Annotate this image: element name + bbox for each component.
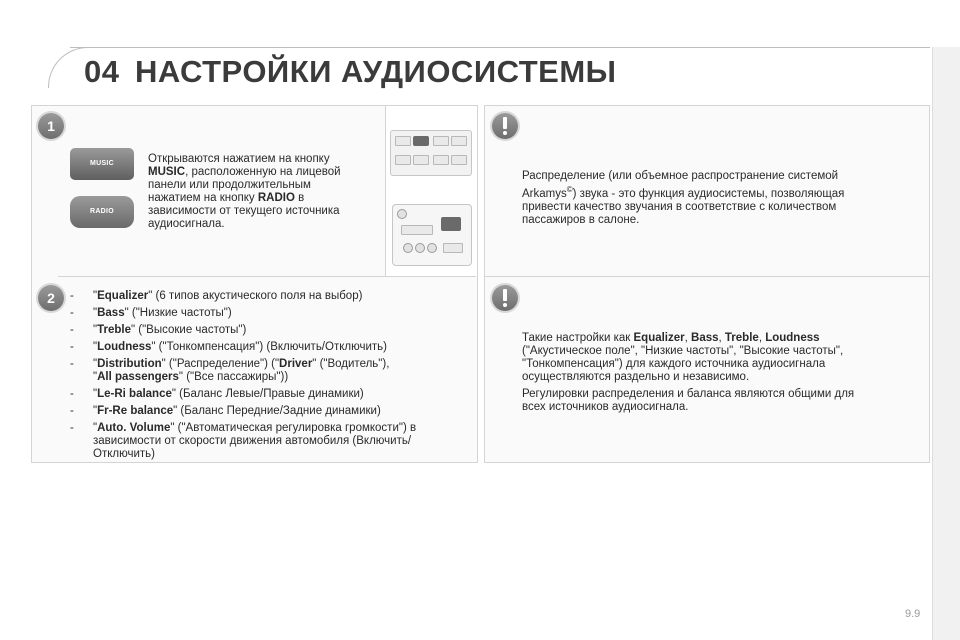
- setting-name: Le-Ri balance: [97, 388, 172, 400]
- device-knob: [403, 243, 413, 253]
- list-item: - "Equalizer" (6 типов акустического поля на выбор): [70, 290, 363, 302]
- page-number: 9.9: [905, 608, 921, 620]
- setting-name: Loudness: [97, 341, 152, 353]
- note2-line: ("Акустическое поле", "Низкие частоты", "Высокие частоты",: [522, 345, 844, 357]
- device-button: [443, 243, 463, 253]
- panel-divider: [58, 276, 476, 277]
- copyright-mark: ©: [566, 185, 573, 194]
- setting-name: Auto. Volume: [97, 422, 171, 434]
- device-knob: [415, 243, 425, 253]
- setting-desc: Отключить): [93, 448, 155, 460]
- page-title: НАСТРОЙКИ АУДИОСИСТЕМЫ: [135, 54, 617, 89]
- device-button: [451, 136, 467, 146]
- note2-line: всех источников аудиосигнала.: [522, 401, 689, 413]
- device-button-highlight: [441, 217, 461, 231]
- device-button: [395, 155, 411, 165]
- device-knob: [397, 209, 407, 219]
- header-corner: [48, 47, 89, 88]
- setting-name-driver: Driver: [279, 358, 313, 370]
- note1-text: [522, 170, 922, 227]
- keyword-loudness: Loudness: [765, 332, 820, 344]
- device-knob: [427, 243, 437, 253]
- separator: ,: [758, 332, 766, 344]
- device-front-panel-1: [390, 130, 472, 176]
- step-1-badge: 1: [38, 113, 64, 139]
- keyword-bass: Bass: [691, 332, 719, 344]
- list-item: - "Distribution" ("Распределение") ("Driver" ("Водитель"), "All passengers" ("Все пассажиры")): [70, 358, 390, 383]
- note2-line: осуществляются раздельно и независимо.: [522, 371, 750, 383]
- header-rule: [70, 47, 930, 48]
- device-button: [395, 136, 411, 146]
- separator: ,: [718, 332, 725, 344]
- device-front-panel-2: [392, 204, 472, 266]
- panel1-line5: зависимости от текущего источника: [148, 205, 340, 217]
- panel1-line2: [148, 166, 380, 179]
- setting-desc: " (Баланс Левые/Правые динамики): [171, 388, 364, 400]
- separator: ,: [684, 332, 692, 344]
- setting-name: Fr-Re balance: [97, 405, 174, 417]
- setting-desc: " ("Тонкомпенсация") (Включить/Отключить): [151, 341, 387, 353]
- chapter-number: 04: [84, 54, 120, 89]
- setting-desc: " ("Высокие частоты"): [130, 324, 247, 336]
- arkamys-brand: Arkamys: [522, 187, 567, 200]
- radio-keyword: RADIO: [257, 192, 295, 204]
- device-button: [451, 155, 467, 165]
- setting-name: Distribution: [97, 358, 162, 370]
- setting-desc: " (Баланс Передние/Задние динамики): [173, 405, 381, 417]
- note1-line: привести качество звучания в соответствие с количеством: [522, 200, 837, 213]
- list-item: - "Le-Ri balance" (Баланс Левые/Правые динамики): [70, 388, 364, 400]
- device-button: [433, 155, 449, 165]
- setting-name-all-passengers: All passengers: [97, 371, 179, 383]
- panel1-text: [148, 153, 380, 231]
- panel1-line4-pre: нажатием на кнопку: [148, 192, 258, 204]
- note2-line-pre: Такие настройки как: [522, 332, 634, 344]
- settings-list: [70, 290, 470, 465]
- note2-text: [522, 332, 922, 414]
- panel1-line6: аудиосигнала.: [148, 218, 225, 230]
- warning-icon: [492, 113, 518, 139]
- list-item: - "Treble" ("Высокие частоты"): [70, 324, 247, 336]
- setting-desc: " ("Низкие частоты"): [124, 307, 232, 319]
- panel1-line1: Открываются нажатием на кнопку: [148, 153, 330, 165]
- setting-name: Treble: [97, 324, 131, 336]
- keyword-equalizer: Equalizer: [633, 332, 685, 344]
- panel1-line3: панели или продолжительным: [148, 179, 311, 191]
- keyword-treble: Treble: [724, 332, 759, 344]
- note1-line: пассажиров в салоне.: [522, 213, 640, 226]
- setting-desc: " (6 типов акустического поля на выбор): [148, 290, 363, 302]
- panel1-line2-text: , расположенную на лицевой: [185, 166, 341, 178]
- note1-line: Распределение (или объемное распространение системой: [522, 170, 839, 182]
- step-2-badge: 2: [38, 285, 64, 311]
- note2-line: Регулировки распределения и баланса являются общими для: [522, 388, 855, 400]
- setting-name: Bass: [97, 307, 125, 319]
- device-button-highlight: [413, 136, 429, 146]
- radio-button-icon: RADIO: [70, 196, 134, 228]
- list-item: - "Fr-Re balance" (Баланс Передние/Задние динамики): [70, 405, 381, 417]
- music-keyword: MUSIC: [148, 166, 186, 178]
- setting-desc: " ("Автоматическая регулировка громкости") в: [170, 422, 417, 434]
- panel1-line4-post: в: [294, 192, 305, 204]
- list-item: - "Auto. Volume" ("Автоматическая регулировка громкости") в зависимости от скорости движения автомобиля (Включить/ Отключить): [70, 422, 417, 460]
- warning-icon: [492, 285, 518, 311]
- setting-desc: " ("Распределение") (": [161, 358, 280, 370]
- list-item: - "Loudness" ("Тонкомпенсация") (Включить/Отключить): [70, 341, 387, 353]
- setting-desc: зависимости от скорости движения автомобиля (Включить/: [93, 435, 412, 447]
- note1-line: [522, 183, 922, 201]
- note2-line: [522, 332, 922, 345]
- device-button: [401, 225, 433, 235]
- side-tab: [932, 47, 960, 640]
- list-item: - "Bass" ("Низкие частоты"): [70, 307, 232, 319]
- setting-desc: " ("Все пассажиры")): [178, 371, 289, 383]
- device-button: [413, 155, 429, 165]
- setting-desc: " ("Водитель"),: [312, 358, 390, 370]
- note1-line-rest: ) звука - это функция аудиосистемы, позволяющая: [572, 187, 845, 200]
- note2-line: "Тонкомпенсация") для каждого источника аудиосигнала: [522, 358, 826, 370]
- setting-name: Equalizer: [97, 290, 149, 302]
- panel1-line4: [148, 192, 380, 205]
- music-button-icon: MUSIC: [70, 148, 134, 180]
- device-button: [433, 136, 449, 146]
